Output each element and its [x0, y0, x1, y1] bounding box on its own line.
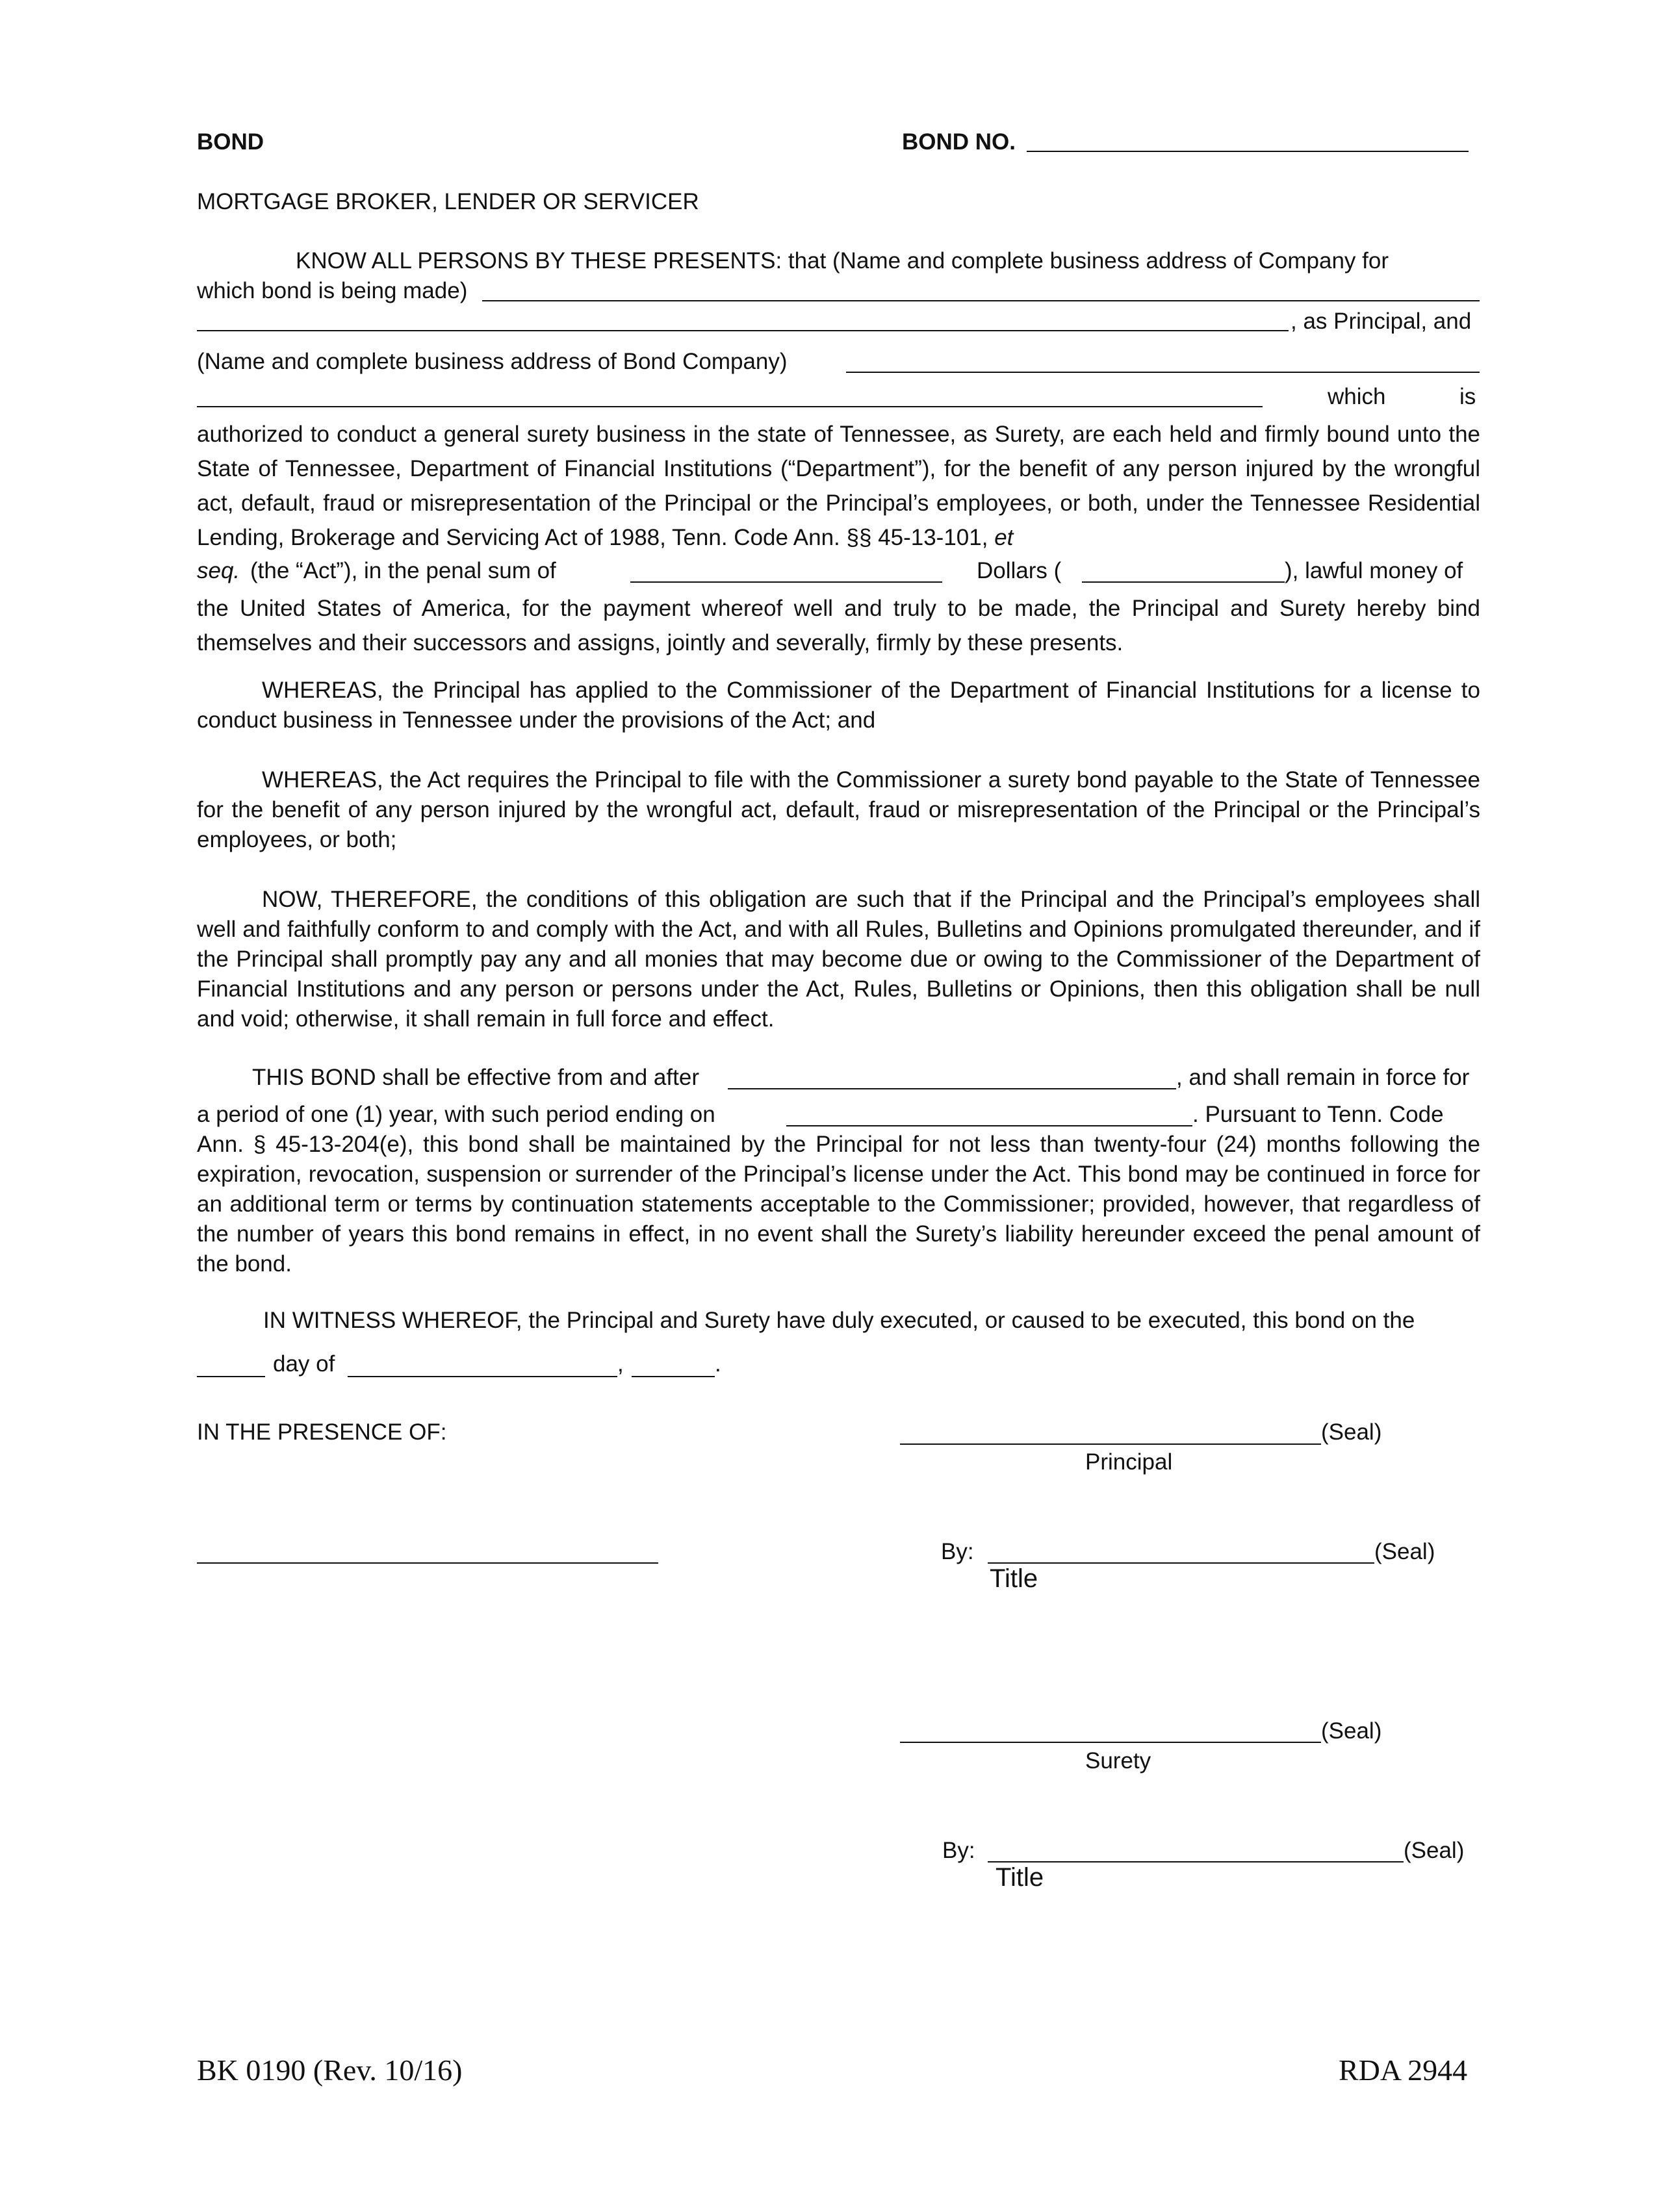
which-text: which	[1328, 384, 1386, 409]
remain-in-force-text: , and shall remain in force for	[1176, 1065, 1470, 1090]
bond-company-field[interactable]	[846, 372, 1480, 373]
intro-body-b: the United States of America, for the payment whereof well and truly to be made, the Principal and Surety hereby bind themselves and their successors and assigns, jointly and severally, firmly by these presents.	[197, 596, 1480, 655]
surety-by-field[interactable]	[988, 1861, 1404, 1862]
intro-line-2: which bond is being made)	[197, 278, 468, 303]
the-act-text: (the “Act”), in the penal sum of	[250, 558, 556, 583]
presence-label: IN THE PRESENCE OF:	[197, 1419, 447, 1445]
principal-label: Principal	[1085, 1449, 1173, 1475]
is-text: is	[1459, 384, 1476, 409]
day-of-text: day of	[273, 1351, 335, 1377]
effective-date-field[interactable]	[728, 1088, 1176, 1089]
principal-seal-text: (Seal)	[1321, 1419, 1382, 1445]
bond-company-address-field[interactable]	[197, 406, 1263, 407]
period-ending-text: a period of one (1) year, with such period ending on	[197, 1102, 715, 1127]
penal-sum-amount-field[interactable]	[1082, 581, 1285, 583]
witness-month-field[interactable]	[348, 1376, 617, 1377]
lawful-money-text: ), lawful money of	[1285, 558, 1463, 583]
company-name-field[interactable]	[482, 300, 1480, 301]
company-address-field[interactable]	[197, 330, 1289, 331]
surety-title-label: Title	[995, 1863, 1044, 1892]
form-number: BK 0190 (Rev. 10/16)	[197, 2053, 463, 2087]
bond-subtitle: MORTGAGE BROKER, LENDER OR SERVICER	[197, 189, 699, 214]
witness-year-field[interactable]	[632, 1376, 715, 1377]
penal-sum-words-field[interactable]	[630, 581, 942, 583]
principal-by-label: By:	[941, 1539, 974, 1564]
witness-day-field[interactable]	[197, 1376, 265, 1377]
pursuant-text: . Pursuant to Tenn. Code	[1192, 1102, 1444, 1127]
period-ending-field[interactable]	[786, 1125, 1192, 1126]
witness-text: IN WITNESS WHEREOF, the Principal and Surety have duly executed, or caused to be executed, this bond on the	[263, 1308, 1415, 1333]
surety-label: Surety	[1085, 1748, 1151, 1773]
bond-title: BOND	[197, 129, 264, 155]
effective-start-text: THIS BOND shall be effective from and after	[252, 1065, 699, 1090]
bond-company-label: (Name and complete business address of Bond Company)	[197, 349, 788, 374]
intro-line-1: KNOW ALL PERSONS BY THESE PRESENTS: that (Name and complete business address of Company for	[296, 248, 1389, 273]
dollars-text: Dollars (	[977, 558, 1062, 583]
principal-by-field[interactable]	[988, 1562, 1374, 1564]
surety-signature-field[interactable]	[900, 1742, 1321, 1743]
witness-period: .	[715, 1351, 721, 1377]
effective-rest-paragraph: Ann. § 45-13-204(e), this bond shall be maintained by the Principal for not less than twenty-four (24) months following the expiration, revocation, suspension or surrender of the Principal’s license under the Act. This bond may be continued in force for an additional term or terms by continuation statements acceptable to the Commissioner; provided, however, that regardless of the number of years this bond remains in effect, in no event shall the Surety’s liability hereunder exceed the penal amount of the bond.	[197, 1132, 1480, 1277]
surety-by-label: By:	[942, 1838, 975, 1863]
whereas-paragraph-2: WHEREAS, the Act requires the Principal to file with the Commissioner a surety bond payable to the State of Tennessee for the benefit of any person injured by the wrongful act, default, fraud or misrepresentation of the Principal or the Principal’s employees, or both;	[197, 767, 1480, 852]
witness-comma: ,	[617, 1351, 624, 1377]
principal-by-seal-text: (Seal)	[1374, 1539, 1435, 1564]
bond-no-label: BOND NO.	[902, 129, 1016, 155]
intro-body-a: authorized to conduct a general surety business in the state of Tennessee, as Surety, are each held and firmly bound unto the State of Tennessee, Department of Financial Institutions (“Department”), for the benefit of any person injured by the wrongful act, default, fraud or misrepresentation of the Principal or the Principal’s employees, or both, under the Tennessee Residential Lending, Brokerage and Servicing Act of 1988, Tenn. Code Ann. §§ 45-13-101, et	[197, 422, 1480, 550]
now-therefore-paragraph: NOW, THEREFORE, the conditions of this obligation are such that if the Principal and the Principal’s employees shall well and faithfully conform to and comply with the Act, and with all Rules, Bulletins and Opinions promulgated thereunder, and if the Principal shall promptly pay any and all monies that may become due or owing to the Commissioner of the Department of Financial Institutions and any person or persons under the Act, Rules, Bulletins or Opinions, then this obligation shall be null and void; otherwise, it shall remain in full force and effect.	[197, 887, 1480, 1032]
surety-by-seal-text: (Seal)	[1404, 1838, 1465, 1863]
whereas-paragraph-1: WHEREAS, the Principal has applied to the Commissioner of the Department of Financial Institutions for a license to conduct business in Tennessee under the provisions of the Act; and	[197, 678, 1480, 733]
witness-signature-field[interactable]	[197, 1562, 658, 1564]
principal-title-label: Title	[990, 1564, 1038, 1593]
rda-number: RDA 2944	[1339, 2053, 1468, 2087]
principal-signature-field[interactable]	[900, 1443, 1321, 1445]
et-seq-label: seq.	[197, 558, 240, 583]
bond-no-field[interactable]	[1027, 151, 1469, 152]
as-principal-text: , as Principal, and	[1291, 309, 1472, 334]
surety-seal-text: (Seal)	[1321, 1718, 1382, 1744]
